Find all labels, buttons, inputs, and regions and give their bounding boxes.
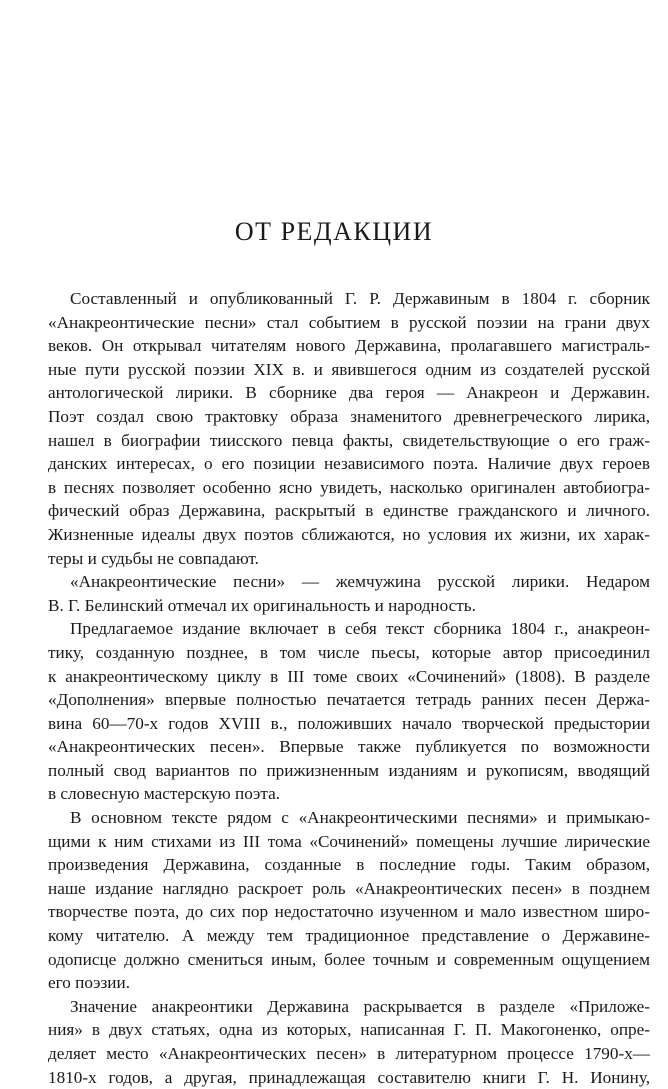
text-line: Составленный и опубликованный Г. Р. Державиным в 1804 г. сборник xyxy=(70,289,650,308)
text-line: 1810-х годов, а другая, принадлежащая составителю книги Г. Н. Ионину, xyxy=(48,1067,650,1087)
text-line: «Дополнения» впервые полностью печатается тетрадь ранних песен Держа- xyxy=(48,690,650,710)
text-line: веков. Он открывал читателям нового Державина, пролагавшего магистраль- xyxy=(48,336,650,356)
text-line: наше издание наглядно раскроет роль «Анакреонтических песен» в позднем xyxy=(48,878,650,898)
text-line: одописце должно смениться иным, более точным и современным ощущением xyxy=(48,949,650,969)
text-line: Жизненные идеалы двух поэтов сближаются, но условия их жизни, их харак- xyxy=(48,524,650,544)
text-line: Поэт создал свою трактовку образа знаменитого древнегреческого лирика, xyxy=(48,406,650,426)
text-line: творчестве поэта, до сих пор недостаточно изученном и мало известном широ- xyxy=(48,902,650,922)
text-line: вина 60—70-х годов XVIII в., положивших начало творческой предыстории xyxy=(48,713,650,733)
text-line: произведения Державина, созданные в последние годы. Таким образом, xyxy=(48,855,650,875)
text-line: фический образ Державина, раскрытый в единстве гражданского и личного. xyxy=(48,501,650,521)
text-line: ные пути русской поэзии XIX в. и явившегося одним из создателей русской xyxy=(48,359,650,379)
text-line: нашел в биографии тиисского певца факты, свидетельствующие о его граж- xyxy=(48,430,650,450)
text-line: к анакреонтическому циклу в III томе своих «Сочинений» (1808). В разделе xyxy=(48,666,650,686)
text-line: Значение анакреонтики Державина раскрывается в разделе «Приложе- xyxy=(70,996,650,1016)
paragraph xyxy=(48,617,650,806)
paragraph xyxy=(48,570,650,617)
paragraph xyxy=(48,287,650,570)
text-line: теры и судьбы не совпадают. xyxy=(48,548,259,568)
text-line: «Анакреонтические песни» стал событием в русской поэзии на грани двух xyxy=(48,312,650,332)
paragraph xyxy=(48,995,650,1089)
text-line: «Анакреонтические песни» — жемчужина русской лирики. Недаром xyxy=(70,572,650,592)
text-line: полный свод вариантов по прижизненным изданиям и рукописям, вводящий xyxy=(48,760,650,780)
text-line: данских интересах, о его позиции независимого поэта. Наличие двух героев xyxy=(48,454,650,474)
text-line: Предлагаемое издание включает в себя текст сборника 1804 г., анакреон- xyxy=(70,619,650,639)
text-line: в песнях позволяет особенно ясно увидеть, насколько оригинален автобиогра- xyxy=(48,477,650,497)
text-line: щими к ним стихами из III тома «Сочинений» помещены лучшие лирические xyxy=(48,831,650,851)
text-line: В основном тексте рядом с «Анакреонтическими песнями» и примыкаю- xyxy=(70,808,650,828)
text-line: в словесную мастерскую поэта. xyxy=(48,784,281,804)
text-line: тику, созданную позднее, в том числе пьесы, которые автор присоединил xyxy=(48,642,650,662)
text-line: его поэзии. xyxy=(48,973,131,993)
text-line: ния» в двух статьях, одна из которых, написанная Г. П. Макогоненко, опре- xyxy=(48,1020,650,1040)
text-line: В. Г. Белинский отмечал их оригинальность и народность. xyxy=(48,595,476,615)
text-line: кому читателю. А между тем традиционное представление о Державине- xyxy=(48,926,650,946)
page-title: ОТ РЕДАКЦИИ xyxy=(234,217,434,246)
text-line: антологической лирики. В сборнике два героя — Анакреон и Державин. xyxy=(48,383,650,403)
paragraph xyxy=(48,806,650,995)
text-line: «Анакреонтических песен». Впервые также публикуется по возможности xyxy=(48,737,650,757)
body-text xyxy=(48,287,650,1089)
text-line: деляет место «Анакреонтических песен» в литературном процессе 1790-х— xyxy=(48,1044,650,1063)
